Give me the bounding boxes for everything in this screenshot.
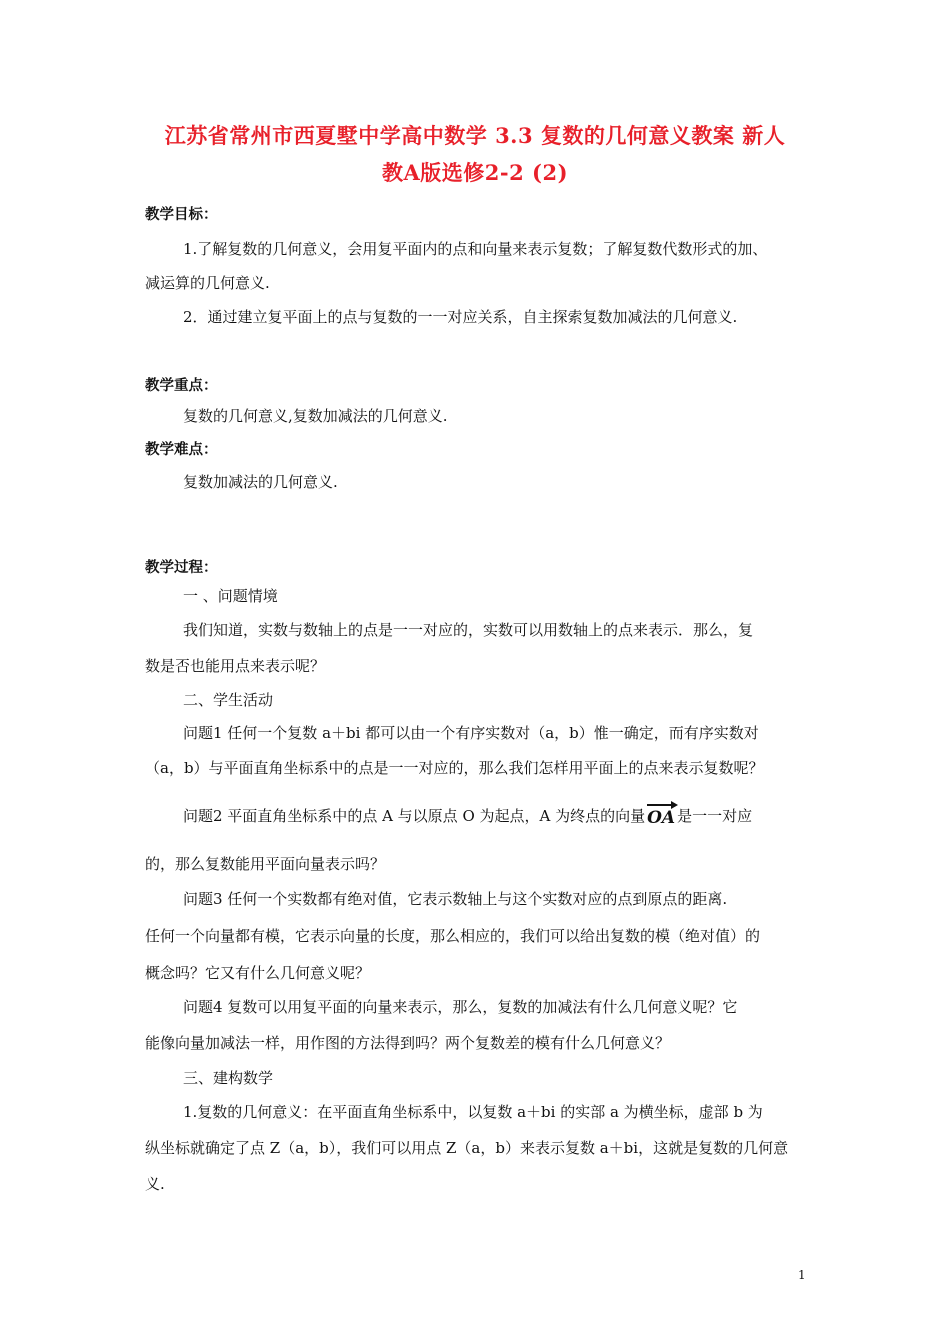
question-3-line-1: 问题3 任何一个实数都有绝对值，它表示数轴上与这个实数对应的点到原点的距离. [183, 890, 728, 908]
question-4-line-1: 问题4 复数可以用复平面的向量来表示，那么，复数的加减法有什么几何意义呢？它 [183, 998, 738, 1016]
question-2-text-b: 是一一对应 [677, 807, 753, 825]
question-2-text-a: 问题2 平面直角坐标系中的点 A 与以原点 O 为起点，A 为终点的向量 [183, 807, 646, 825]
section-1-title: 一 、问题情境 [183, 587, 278, 605]
question-2-line-2: 的，那么复数能用平面向量表示吗？ [145, 855, 386, 873]
construct-1-line-1: 1.复数的几何意义：在平面直角坐标系中，以复数 a＋bi 的实部 a 为横坐标，虚部 b 为 [183, 1103, 763, 1121]
construct-1-line-2: 纵坐标就确定了点 Z（a，b），我们可以用点 Z（a，b）来表示复数 a＋bi，这就是复数的几何意 [145, 1139, 789, 1157]
question-1-line-1: 问题1 任何一个复数 a＋bi 都可以由一个有序实数对（a，b）惟一确定，而有序实数对 [183, 724, 759, 742]
question-2-line-1 [183, 804, 752, 828]
section-3-title: 三、建构数学 [183, 1069, 274, 1087]
goal-1-line-1: 1.了解复数的几何意义，会用复平面内的点和向量来表示复数；了解复数代数形式的加、 [183, 240, 768, 258]
question-4-line-2: 能像向量加减法一样，用作图的方法得到吗？两个复数差的模有什么几何意义？ [145, 1034, 671, 1052]
process-heading: 教学过程： [145, 559, 218, 576]
question-1-line-2: （a，b）与平面直角坐标系中的点是一一对应的，那么我们怎样用平面上的点来表示复数呢？ [145, 759, 764, 777]
goal-1-line-2: 减运算的几何意义. [145, 274, 270, 292]
document-title-line-1: 江苏省常州市西夏墅中学高中数学 3.3 复数的几何意义教案 新人 [164, 123, 786, 148]
key-points-text: 复数的几何意义,复数加减法的几何意义. [183, 407, 448, 425]
question-3-line-3: 概念吗？它又有什么几何意义呢？ [145, 964, 371, 982]
goals-heading: 教学目标： [145, 206, 218, 223]
section-1-line-1: 我们知道，实数与数轴上的点是一一对应的，实数可以用数轴上的点来表示．那么，复 [183, 621, 754, 639]
construct-1-line-3: 义. [145, 1175, 165, 1193]
difficult-points-text: 复数加减法的几何意义. [183, 473, 338, 491]
goal-2: 2．通过建立复平面上的点与复数的一一对应关系，自主探索复数加减法的几何意义. [183, 308, 738, 326]
question-3-line-2: 任何一个向量都有模，它表示向量的长度，那么相应的，我们可以给出复数的模（绝对值）的 [145, 927, 761, 945]
key-points-heading: 教学重点： [145, 377, 218, 394]
vector-oa-symbol: OA [647, 804, 675, 828]
difficult-points-heading: 教学难点： [145, 441, 218, 458]
page-number: 1 [798, 1268, 806, 1282]
section-2-title: 二、学生活动 [183, 691, 274, 709]
section-1-line-2: 数是否也能用点来表示呢？ [145, 657, 326, 675]
document-title-line-2: 教A版选修2-2 (2) [381, 160, 569, 185]
